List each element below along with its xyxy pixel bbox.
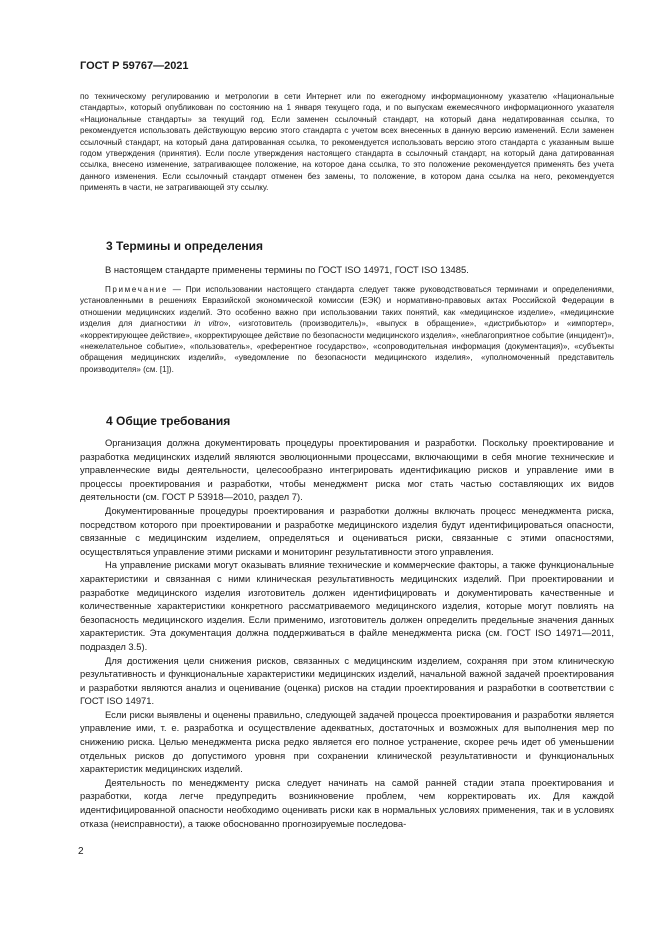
section-4-body (80, 436, 614, 830)
section-4-paragraph: Для достижения цели снижения рисков, связанных с медицинским изделием, сохраняя при этом клиническую результативность и функциональные характеристики медицинских изделий, начальной важной задачей проектирования и разработки являются анализ и оценивание (оценка) рисков на стадии проектирования и разработки в соответствии с ГОСТ ISO 14971. (80, 654, 614, 707)
note-text-part-a: — При использовании настоящего стандарта следует также руководствоваться терминами и определениями, установленными в решениях Евразийской экономической комиссии (ЕЭК) и нормативно-правовых актах Российской Федерации в отношении медицинских изделий. Это особенно важно при использовании таких понятий, как «медицинское изделие», «медицинские изделия для диагностики (80, 285, 614, 329)
section-4-paragraph: Организация должна документировать процедуры проектирования и разработки. Поскольку проектирование и разработка медицинских изделий являются эволюционными процессами, включающими в себя многие технические и управленческие виды деятельности, целесообразно интегрировать идентификацию рисков и управление ими в процессы проектирования и разработки, чтобы менеджмент риска мог стать частью составляющих их видов деятельности (см. ГОСТ Р 53918—2010, раздел 7). (80, 437, 614, 503)
intro-paragraph: по техническому регулированию и метрологии в сети Интернет или по ежегодному информационному указателю «Национальные стандарты», который опубликован по состоянию на 1 января текущего года, и по выпускам ежемесячного информационного указателя «Национальные стандарты» за текущий год. Если заменен ссылочный стандарт, на который дана недатированная ссылка, то рекомендуется использовать действующую версию этого стандарта с учетом всех внесенных в данную версию изменений. Если заменен ссылочный стандарт, на который дана датированная ссылка, то рекомендуется использовать версию этого стандарта с указанным выше годом утверждения (принятия). Если после утверждения настоящего стандарта в ссылочный стандарт, на который дана датированная ссылка, внесено изменение, затрагивающее положение, на которое дана ссылка, то это положение рекомендуется применять без учета данного изменения. Если ссылочный стандарт отменен без замены, то положение, в котором дана ссылка на него, рекомендуется применять в части, не затрагивающей эту ссылку. (80, 92, 614, 193)
section-4-paragraph: Деятельность по менеджменту риска следует начинать на самой ранней стадии этапа проектирования и разработки, когда легче предупредить возникновение проблем, чем корректировать их. Для каждой идентифицированной опасности необходимо оценивать риски как в нормальных условиях применения, так и в условиях отказа (неисправности), а также обоснованно прогнозируемые последова- (80, 776, 614, 829)
section-3-paragraph: В настоящем стандарте применены термины по ГОСТ ISO 14971, ГОСТ ISO 13485. (105, 264, 469, 275)
note-label: Примечание (105, 285, 168, 294)
section-4-paragraph: Если риски выявлены и оценены правильно, следующей задачей процесса проектирования и разработки является управление ими, т. е. разработка и осуществление адекватных, достаточных и возможных для выполнения мер по снижению риска. Целью менеджмента риска редко является его полное устранение, скорее речь идет об уменьшении отдельных рисков до допустимого уровня при сохранении клинической результативности и функциональных характеристик медицинских изделий. (80, 708, 614, 775)
section-3-heading: 3 Термины и определения (106, 239, 264, 253)
section-4-paragraph: Документированные процедуры проектирования и разработки должны включать процесс менеджмента риска, посредством которого при проектировании и разработке медицинского изделия будут идентифицироваться опасности, связанные с медицинским изделием, определяться и оцениваться риски, связанные с этими опасностями, осуществляться управление этими рисками и мониторинг результативности этого управления. (80, 504, 614, 557)
document-code-header: ГОСТ Р 59767—2021 (80, 60, 189, 72)
section-4-paragraph: На управление рисками могут оказывать влияние технические и коммерческие факторы, а также функциональные характеристики и связанная с ними клиническая результативность медицинских изделий. При проектировании и разработке медицинского изделия изготовитель должен идентифицировать и документировать качественные и количественные характеристики конкретного рассматриваемого медицинского изделия, которые могут повлиять на безопасность медицинского изделия. Если применимо, изготовитель должен определить предельные значения данных характеристик. Эта документация должна поддерживаться в файле менеджмента риска (см. ГОСТ ISO 14971—2011, подраздел 3.5). (80, 559, 614, 652)
section-4-heading: 4 Общие требования (106, 414, 231, 428)
intro-paragraph-block (80, 91, 614, 194)
note-text-italic: in vitro (194, 319, 224, 329)
note-text-part-b: », «изготовитель (производитель)», «выпуск в обращение», «дистрибьютор» и «импортер», «корректирующее действие», «корректирующее действие по безопасности медицинского изделия», «неблагоприятное событие (инцидент)», «нежелательное событие», «пользователь», «референтное государство», «сопроводительная информация (документация)», «субъекты обращения медицинских изделий», «уведомление по безопасности медицинского изделия», «уполномоченный представитель производителя» (см. [1]). (80, 319, 614, 374)
note-paragraph (80, 284, 614, 375)
section-3-paragraph-block (80, 263, 614, 277)
page-number: 2 (78, 846, 84, 857)
section-3-note (80, 284, 614, 375)
